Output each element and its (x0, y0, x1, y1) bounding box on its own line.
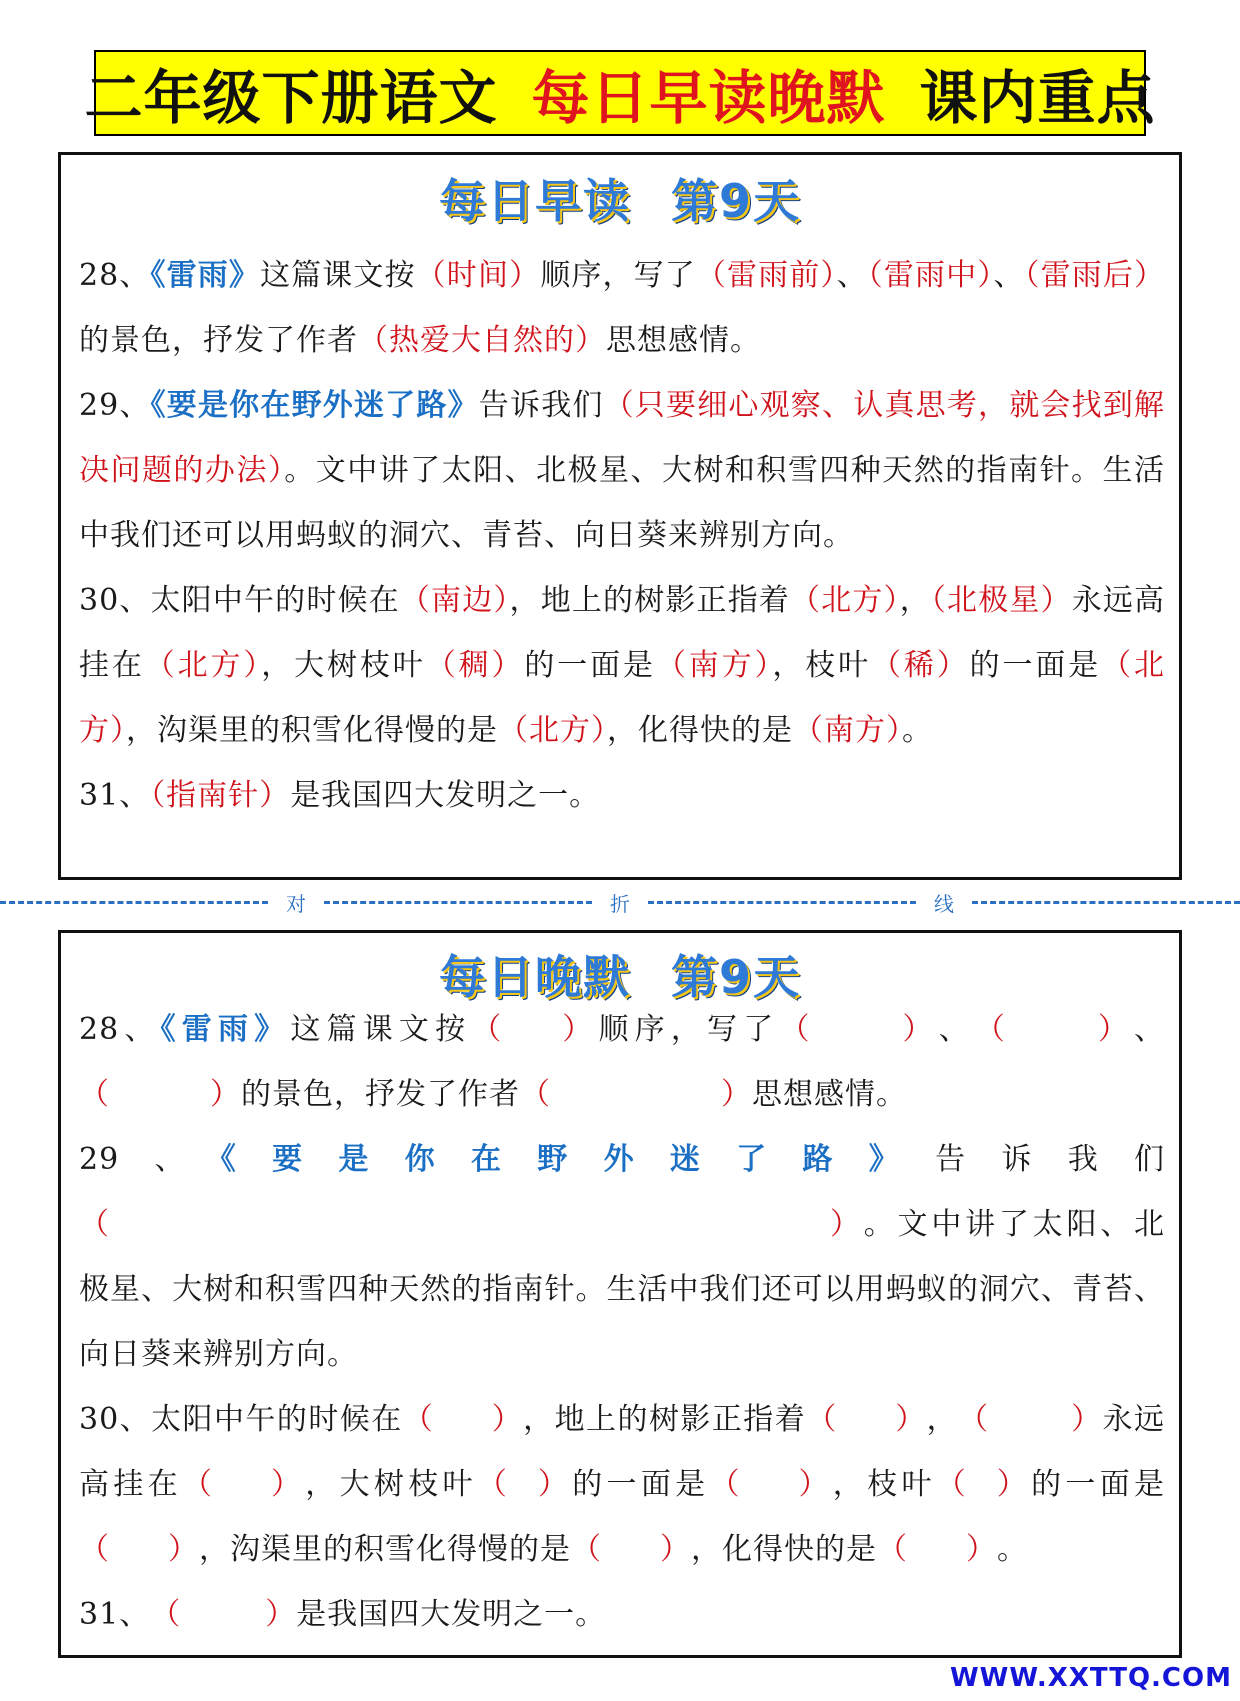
evening-question-31 (79, 1582, 1165, 1647)
question-text: 告诉我们 (478, 388, 604, 423)
question-text: ，枝叶 (829, 1467, 936, 1502)
fold-char-2: 折 (610, 891, 630, 916)
answer: （雷雨后） (1024, 258, 1166, 293)
evening-content (61, 997, 1179, 1647)
question-text: 是我国四大发明之一。 (290, 778, 601, 813)
question-text: 、 (836, 258, 868, 293)
answer: （北方） (498, 713, 607, 748)
question-text: 。文中讲了太阳、北极星、大树和积雪四种天然的指南针。生活中我们还可以用蚂蚁的洞穴、青苔、向日葵来辨别方向。 (79, 1207, 1165, 1372)
morning-reading-panel (58, 152, 1182, 880)
question-number: 28、 (79, 1012, 161, 1047)
answer-blank[interactable]: （ ） (181, 1467, 302, 1502)
question-text: ， (926, 1402, 959, 1437)
fold-dash (648, 901, 916, 904)
fold-line (0, 890, 1240, 914)
answer-blank[interactable]: （ ） (79, 1077, 241, 1112)
morning-title-label: 每日早读 (438, 174, 631, 228)
question-text: 、 (933, 1012, 975, 1047)
question-number: 29、 (79, 388, 151, 423)
evening-dictation-panel (58, 930, 1182, 1658)
answer-blank[interactable]: （ ） (79, 1532, 199, 1567)
evening-day-label: 第9天 (670, 950, 801, 1004)
question-text: 。文中讲了太阳、北极星、大树和积雪四种天然的指南针。生活中我们还可以用蚂蚁的洞穴、青苔、向日葵来辨别方向。 (79, 453, 1166, 553)
morning-day-label: 第9天 (670, 174, 801, 228)
answer: （北方） (144, 648, 262, 683)
question-number: 31、 (79, 1597, 151, 1632)
answer-blank[interactable]: （ ） (476, 1467, 569, 1502)
title-part-focus: 课内重点 (919, 64, 1156, 132)
question-number: 30、 (79, 583, 151, 618)
question-text: 永远高挂在 (79, 1402, 1166, 1502)
answer: （稠） (425, 648, 525, 683)
lesson-title: 《要是你在野外迷了路》 (220, 1142, 936, 1177)
question-text: 的一面是 (568, 1467, 710, 1502)
question-text: ，枝叶 (772, 648, 871, 683)
fold-dash (972, 901, 1240, 904)
question-text: ，地上的树影正指着 (522, 1402, 807, 1437)
question-number: 29、 (79, 1142, 221, 1177)
evening-question-30 (79, 1387, 1165, 1582)
question-text: 的一面是 (524, 648, 656, 683)
title-part-grade: 二年级下册语文 (84, 64, 498, 132)
answer-blank[interactable]: （ ） (935, 1467, 1028, 1502)
answer: （北方） (79, 648, 1166, 748)
question-text: 的景色，抒发了作者 (241, 1077, 520, 1112)
question-text: 。 (997, 1532, 1028, 1567)
morning-question-29 (79, 373, 1165, 568)
answer-blank[interactable]: （ ） (974, 1012, 1129, 1047)
evening-question-29 (79, 1127, 1165, 1387)
question-text: 、 (1128, 1012, 1166, 1047)
question-text: 顺序，写了 (593, 1012, 780, 1047)
fold-dash (0, 901, 268, 904)
question-text: ，沟渠里的积雪化得慢的是 (126, 713, 498, 748)
answer: （稀） (871, 648, 970, 683)
lesson-title: 《雷雨》 (150, 258, 260, 293)
answer-blank[interactable]: （ ） (877, 1532, 997, 1567)
question-text: ， (899, 583, 931, 618)
question-text: 顺序，写了 (540, 258, 696, 293)
answer-blank[interactable]: （ ） (471, 1012, 594, 1047)
answer-blank[interactable]: （ ） (709, 1467, 830, 1502)
answer-blank[interactable]: （ ） (806, 1402, 927, 1437)
answer: （北极星） (930, 583, 1072, 618)
answer: （时间） (415, 258, 541, 293)
answer: （南方） (655, 648, 773, 683)
lesson-title: 《要是你在野外迷了路》 (150, 388, 479, 423)
question-text: ，化得快的是 (607, 713, 793, 748)
evening-title-label: 每日晚默 (438, 950, 631, 1004)
question-text: 的一面是 (969, 648, 1102, 683)
fold-char-3: 线 (934, 891, 954, 916)
question-text: 思想感情。 (606, 323, 761, 358)
question-number: 30、 (79, 1402, 152, 1437)
answer: （南方） (793, 713, 902, 748)
answer-blank[interactable]: （ ） (150, 1597, 297, 1632)
question-text: 是我国四大发明之一。 (296, 1597, 607, 1632)
answer-blank[interactable]: （ ） (402, 1402, 523, 1437)
fold-char-1: 对 (286, 891, 306, 916)
morning-panel-title (61, 165, 1179, 228)
page-title-banner (84, 50, 1156, 136)
question-text: 、 (993, 258, 1025, 293)
website-watermark: WWW.XXTTQ.COM (950, 1663, 1232, 1693)
question-text: 的景色，抒发了作者 (79, 323, 358, 358)
question-number: 31、 (79, 778, 151, 813)
answer-blank[interactable]: （ ） (779, 1012, 934, 1047)
morning-question-30 (79, 568, 1165, 763)
answer: （雷雨中） (867, 258, 994, 293)
question-text: 。 (902, 713, 933, 748)
question-text: 这篇课文按 (290, 1012, 472, 1047)
question-text: 太阳中午的时候在 (150, 583, 400, 618)
question-text: 永远高挂在 (79, 583, 1166, 683)
answer-blank[interactable]: （ ） (571, 1532, 691, 1567)
question-text: 告诉我们 (935, 1142, 1165, 1177)
question-text: 太阳中午的时候在 (151, 1402, 403, 1437)
answer: （雷雨前） (695, 258, 837, 293)
answer-blank[interactable]: （ ） (79, 1207, 861, 1242)
answer: （北方） (790, 583, 900, 618)
question-text: ，大树枝叶 (301, 1467, 477, 1502)
answer: （南边） (399, 583, 510, 618)
answer: （指南针） (150, 778, 291, 813)
answer-blank[interactable]: （ ） (520, 1077, 752, 1112)
answer-blank[interactable]: （ ） (958, 1402, 1103, 1437)
evening-panel-title (61, 941, 1179, 1004)
question-text: 这篇课文按 (260, 258, 416, 293)
evening-question-28 (79, 997, 1165, 1127)
fold-dash (324, 901, 592, 904)
morning-question-28 (79, 243, 1165, 373)
question-text: ，大树枝叶 (261, 648, 426, 683)
morning-content (61, 243, 1179, 828)
question-text: 的一面是 (1027, 1467, 1166, 1502)
lesson-title: 《雷雨》 (160, 1012, 291, 1047)
question-text: ，地上的树影正指着 (509, 583, 791, 618)
answer: （热爱大自然的） (358, 323, 606, 358)
answer: （只要细心观察、认真思考，就会找到解决问题的办法） (79, 388, 1166, 488)
morning-question-31 (79, 763, 1165, 828)
title-part-theme: 每日早读晚默 (531, 64, 886, 132)
question-number: 28、 (79, 258, 151, 293)
question-text: 思想感情。 (752, 1077, 907, 1112)
question-text: ，沟渠里的积雪化得慢的是 (199, 1532, 571, 1567)
question-text: ，化得快的是 (691, 1532, 877, 1567)
